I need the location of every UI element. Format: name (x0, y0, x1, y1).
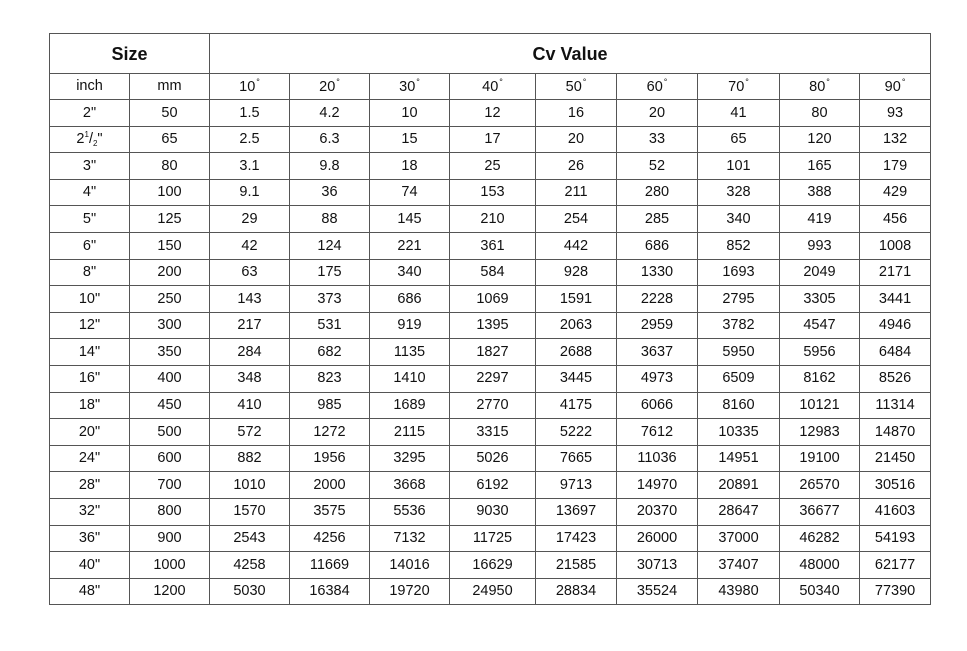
angle-value: 20 (319, 79, 336, 96)
cv-value-cell: 686 (370, 286, 450, 313)
angle-header-40 (450, 74, 536, 100)
cv-value-cell: 12 (450, 100, 536, 127)
inch-value: 14" (78, 343, 101, 360)
cv-value-cell: 3668 (370, 472, 450, 499)
mm-cell: 125 (130, 206, 210, 233)
inch-value: 36" (78, 530, 101, 547)
cv-value-cell: 74 (370, 179, 450, 206)
cv-value-cell: 3295 (370, 445, 450, 472)
cv-value-cell: 9.1 (210, 179, 290, 206)
cv-value-cell: 19720 (370, 578, 450, 605)
cv-value-cell: 410 (210, 392, 290, 419)
angle-value: 80 (809, 79, 826, 96)
cv-value-cell: 5026 (450, 445, 536, 472)
cv-value-cell: 3315 (450, 419, 536, 446)
cv-value-cell: 2063 (536, 312, 617, 339)
cv-value-cell: 18 (370, 153, 450, 180)
cv-value-cell: 7612 (617, 419, 698, 446)
angle-header-20 (290, 74, 370, 100)
degree-symbol: ° (826, 77, 830, 88)
cv-value-cell: 4946 (860, 312, 931, 339)
cv-value-cell: 373 (290, 286, 370, 313)
inch-cell (50, 419, 130, 446)
mm-cell: 600 (130, 445, 210, 472)
mm-cell: 300 (130, 312, 210, 339)
cv-value-cell: 14870 (860, 419, 931, 446)
mm-cell: 400 (130, 365, 210, 392)
inch-cell (50, 578, 130, 605)
angle-value: 70 (728, 79, 745, 96)
cv-value-cell: 1010 (210, 472, 290, 499)
cv-value-cell: 9030 (450, 498, 536, 525)
cv-value-cell: 165 (780, 153, 860, 180)
cv-value-cell: 5222 (536, 419, 617, 446)
cv-value-cell: 20 (617, 100, 698, 127)
inch-value: 24" (78, 450, 101, 467)
cv-value-cell: 210 (450, 206, 536, 233)
degree-symbol: ° (416, 77, 420, 88)
cv-value-cell: 42 (210, 232, 290, 259)
cv-value-cell: 4973 (617, 365, 698, 392)
cv-value-cell: 280 (617, 179, 698, 206)
cv-value-cell: 1689 (370, 392, 450, 419)
inch-value: 18" (78, 397, 101, 414)
inch-value: 6" (82, 237, 97, 254)
cv-value-cell: 2000 (290, 472, 370, 499)
cv-value-cell: 10 (370, 100, 450, 127)
cv-value-cell: 4256 (290, 525, 370, 552)
cv-value-cell: 2795 (698, 286, 780, 313)
cv-value-cell: 340 (370, 259, 450, 286)
cv-value-cell: 1827 (450, 339, 536, 366)
mm-cell: 250 (130, 286, 210, 313)
cv-value-cell: 1008 (860, 232, 931, 259)
cv-value-cell: 11314 (860, 392, 931, 419)
cv-value-cell: 348 (210, 365, 290, 392)
table-row (50, 100, 931, 127)
inch-value: 10" (78, 290, 101, 307)
cv-value-cell: 254 (536, 206, 617, 233)
cv-value-cell: 16629 (450, 552, 536, 579)
cv-value-cell: 3305 (780, 286, 860, 313)
cv-value-cell: 2.5 (210, 126, 290, 153)
cv-value-cell: 62177 (860, 552, 931, 579)
angle-header-80 (780, 74, 860, 100)
cv-value-cell: 919 (370, 312, 450, 339)
cv-value-cell: 17423 (536, 525, 617, 552)
cv-value-cell: 1693 (698, 259, 780, 286)
cv-value-cell: 50340 (780, 578, 860, 605)
table-row (50, 525, 931, 552)
cv-value-cell: 153 (450, 179, 536, 206)
cv-value-table (49, 33, 931, 605)
cv-value-cell: 572 (210, 419, 290, 446)
cv-value-cell: 37407 (698, 552, 780, 579)
table-body (50, 100, 931, 605)
mm-cell: 65 (130, 126, 210, 153)
inch-header: inch (50, 74, 130, 100)
cv-value-cell: 77390 (860, 578, 931, 605)
cv-value-cell: 10121 (780, 392, 860, 419)
cv-value-cell: 28647 (698, 498, 780, 525)
cv-value-cell: 93 (860, 100, 931, 127)
cv-value-cell: 1956 (290, 445, 370, 472)
mm-cell: 500 (130, 419, 210, 446)
cv-value-cell: 20 (536, 126, 617, 153)
cv-value-cell: 12983 (780, 419, 860, 446)
fraction-denominator: 2 (92, 138, 98, 148)
cv-value-cell: 2770 (450, 392, 536, 419)
cv-value-cell: 442 (536, 232, 617, 259)
inch-value: 3" (82, 157, 97, 174)
angle-value: 50 (565, 79, 582, 96)
cv-value-cell: 48000 (780, 552, 860, 579)
angle-value: 40 (482, 79, 499, 96)
cv-value-cell: 20891 (698, 472, 780, 499)
cv-value-cell: 2688 (536, 339, 617, 366)
cv-value-cell: 5950 (698, 339, 780, 366)
inch-cell (50, 232, 130, 259)
angle-header-10 (210, 74, 290, 100)
inch-value: 8" (82, 264, 97, 281)
cv-value-cell: 584 (450, 259, 536, 286)
cv-value-cell: 1410 (370, 365, 450, 392)
mm-cell: 900 (130, 525, 210, 552)
inch-cell (50, 126, 130, 153)
cv-value-cell: 24950 (450, 578, 536, 605)
cv-value-cell: 14970 (617, 472, 698, 499)
cv-value-cell: 6509 (698, 365, 780, 392)
cv-value-cell: 6066 (617, 392, 698, 419)
table-row (50, 552, 931, 579)
cv-value-cell: 686 (617, 232, 698, 259)
cv-value-cell: 3782 (698, 312, 780, 339)
table-row (50, 206, 931, 233)
inch-cell (50, 286, 130, 313)
cv-value-cell: 5536 (370, 498, 450, 525)
cv-value-cell: 285 (617, 206, 698, 233)
table-row (50, 179, 931, 206)
mm-header: mm (130, 74, 210, 100)
cv-value-cell: 14951 (698, 445, 780, 472)
cv-value-cell: 10335 (698, 419, 780, 446)
inch-cell (50, 339, 130, 366)
angle-header-60 (617, 74, 698, 100)
table-row (50, 286, 931, 313)
cv-value-cell: 145 (370, 206, 450, 233)
inch-value: 20" (78, 423, 101, 440)
cv-value-cell: 7132 (370, 525, 450, 552)
mm-cell: 800 (130, 498, 210, 525)
cv-value-cell: 823 (290, 365, 370, 392)
cv-value-cell: 1591 (536, 286, 617, 313)
table-row (50, 498, 931, 525)
table-row (50, 126, 931, 153)
cv-value-cell: 284 (210, 339, 290, 366)
angle-header-50 (536, 74, 617, 100)
cv-value-cell: 4.2 (290, 100, 370, 127)
cv-value-cell: 179 (860, 153, 931, 180)
cv-value-cell: 11725 (450, 525, 536, 552)
cv-value-cell: 361 (450, 232, 536, 259)
cv-value-cell: 4258 (210, 552, 290, 579)
cv-value-cell: 5956 (780, 339, 860, 366)
cv-value-cell: 14016 (370, 552, 450, 579)
cv-value-cell: 1135 (370, 339, 450, 366)
mm-cell: 350 (130, 339, 210, 366)
cv-value-cell: 41603 (860, 498, 931, 525)
cv-value-cell: 9.8 (290, 153, 370, 180)
header-row-units (50, 74, 931, 100)
cv-value-cell: 985 (290, 392, 370, 419)
cv-value-cell: 3.1 (210, 153, 290, 180)
cv-value-cell: 37000 (698, 525, 780, 552)
cv-value-cell: 928 (536, 259, 617, 286)
table-row (50, 232, 931, 259)
mm-cell: 50 (130, 100, 210, 127)
mm-cell: 450 (130, 392, 210, 419)
cv-value-cell: 6192 (450, 472, 536, 499)
cv-value-cell: 124 (290, 232, 370, 259)
cv-value-cell: 419 (780, 206, 860, 233)
table-row (50, 472, 931, 499)
cv-value-cell: 6.3 (290, 126, 370, 153)
cv-value-cell: 1395 (450, 312, 536, 339)
cv-value-cell: 211 (536, 179, 617, 206)
cv-value-cell: 26 (536, 153, 617, 180)
table-row (50, 365, 931, 392)
cv-value-cell: 1570 (210, 498, 290, 525)
cv-value-cell: 9713 (536, 472, 617, 499)
cv-value-cell: 2543 (210, 525, 290, 552)
cv-value-cell: 29 (210, 206, 290, 233)
inch-cell (50, 179, 130, 206)
cv-value-cell: 21450 (860, 445, 931, 472)
size-header: Size (50, 34, 210, 74)
angle-value: 30 (399, 79, 416, 96)
table-row (50, 339, 931, 366)
cv-value-cell: 852 (698, 232, 780, 259)
cv-value-cell: 1330 (617, 259, 698, 286)
inch-value: 32" (78, 503, 101, 520)
cv-value-cell: 143 (210, 286, 290, 313)
cv-value-cell: 6484 (860, 339, 931, 366)
cv-value-cell: 25 (450, 153, 536, 180)
angle-value: 90 (884, 79, 901, 96)
inch-cell (50, 525, 130, 552)
cv-value-cell: 41 (698, 100, 780, 127)
inch-cell (50, 259, 130, 286)
cv-value-cell: 30713 (617, 552, 698, 579)
inch-value: 5" (82, 210, 97, 227)
cv-value-cell: 340 (698, 206, 780, 233)
cv-value-cell: 8160 (698, 392, 780, 419)
cv-value-cell: 388 (780, 179, 860, 206)
cv-value-cell: 54193 (860, 525, 931, 552)
cv-value-cell: 8526 (860, 365, 931, 392)
inch-value: 16" (78, 370, 101, 387)
inch-cell (50, 365, 130, 392)
mm-cell: 150 (130, 232, 210, 259)
inch-cell (50, 552, 130, 579)
cv-value-cell: 3445 (536, 365, 617, 392)
cv-value-cell: 5030 (210, 578, 290, 605)
degree-symbol: ° (663, 77, 668, 88)
header-row-main (50, 34, 931, 74)
cv-value-cell: 26000 (617, 525, 698, 552)
cv-value-cell: 35524 (617, 578, 698, 605)
cv-value-cell: 682 (290, 339, 370, 366)
degree-symbol: ° (582, 77, 587, 88)
cv-value-cell: 175 (290, 259, 370, 286)
angle-header-90 (860, 74, 931, 100)
cv-value-cell: 2959 (617, 312, 698, 339)
table-row (50, 578, 931, 605)
cv-value-cell: 429 (860, 179, 931, 206)
cv-value-cell: 28834 (536, 578, 617, 605)
cv-value-cell: 120 (780, 126, 860, 153)
cv-value-cell: 88 (290, 206, 370, 233)
inch-value: 28" (78, 476, 101, 493)
cv-value-cell: 36677 (780, 498, 860, 525)
cv-value-cell: 993 (780, 232, 860, 259)
mm-cell: 80 (130, 153, 210, 180)
cv-value-cell: 882 (210, 445, 290, 472)
cv-value-cell: 30516 (860, 472, 931, 499)
cv-value-cell: 21585 (536, 552, 617, 579)
cv-value-cell: 101 (698, 153, 780, 180)
cv-value-cell: 456 (860, 206, 931, 233)
degree-symbol: ° (256, 77, 260, 88)
degree-symbol: ° (499, 77, 503, 88)
cv-value-cell: 3441 (860, 286, 931, 313)
cv-value-header: Cv Value (210, 34, 931, 74)
angle-value: 60 (646, 79, 663, 96)
cv-value-cell: 13697 (536, 498, 617, 525)
cv-value-cell: 328 (698, 179, 780, 206)
table-row (50, 312, 931, 339)
cv-value-cell: 2171 (860, 259, 931, 286)
inch-mark: " (97, 130, 103, 147)
cv-value-cell: 132 (860, 126, 931, 153)
cv-value-cell: 33 (617, 126, 698, 153)
cv-value-cell: 19100 (780, 445, 860, 472)
cv-value-cell: 15 (370, 126, 450, 153)
fraction-slash: / (88, 130, 93, 147)
angle-header-70 (698, 74, 780, 100)
cv-value-cell: 11669 (290, 552, 370, 579)
cv-value-cell: 36 (290, 179, 370, 206)
inch-value: 4" (82, 184, 97, 201)
inch-cell (50, 392, 130, 419)
fraction-numerator: 1 (84, 129, 89, 139)
mm-cell: 200 (130, 259, 210, 286)
table-row (50, 419, 931, 446)
table-row (50, 153, 931, 180)
cv-value-cell: 4175 (536, 392, 617, 419)
mm-cell: 100 (130, 179, 210, 206)
cv-value-cell: 46282 (780, 525, 860, 552)
cv-value-cell: 1.5 (210, 100, 290, 127)
table-row (50, 392, 931, 419)
cv-value-cell: 217 (210, 312, 290, 339)
angle-value: 10 (239, 79, 256, 96)
inch-value: 48" (78, 583, 101, 600)
mm-cell: 1200 (130, 578, 210, 605)
cv-value-cell: 2115 (370, 419, 450, 446)
mm-cell: 1000 (130, 552, 210, 579)
cv-value-cell: 7665 (536, 445, 617, 472)
inch-cell (50, 153, 130, 180)
cv-value-cell: 1272 (290, 419, 370, 446)
cv-value-cell: 65 (698, 126, 780, 153)
cv-value-cell: 43980 (698, 578, 780, 605)
cv-value-cell: 3637 (617, 339, 698, 366)
cv-value-cell: 52 (617, 153, 698, 180)
degree-symbol: ° (901, 77, 906, 88)
cv-value-cell: 80 (780, 100, 860, 127)
degree-symbol: ° (745, 77, 749, 88)
cv-value-cell: 17 (450, 126, 536, 153)
mm-cell: 700 (130, 472, 210, 499)
cv-value-cell: 2228 (617, 286, 698, 313)
cv-value-cell: 221 (370, 232, 450, 259)
cv-value-cell: 63 (210, 259, 290, 286)
inch-cell (50, 100, 130, 127)
cv-value-cell: 4547 (780, 312, 860, 339)
degree-symbol: ° (336, 77, 340, 88)
inch-value: 2 (76, 130, 85, 147)
inch-value: 12" (78, 317, 101, 334)
inch-cell (50, 312, 130, 339)
cv-value-cell: 26570 (780, 472, 860, 499)
angle-header-30 (370, 74, 450, 100)
cv-value-cell: 1069 (450, 286, 536, 313)
inch-cell (50, 206, 130, 233)
cv-value-cell: 2049 (780, 259, 860, 286)
inch-value: 40" (78, 556, 101, 573)
cv-value-cell: 2297 (450, 365, 536, 392)
inch-cell (50, 498, 130, 525)
cv-value-cell: 531 (290, 312, 370, 339)
cv-value-cell: 11036 (617, 445, 698, 472)
inch-value: 2" (82, 104, 97, 121)
cv-value-cell: 16384 (290, 578, 370, 605)
inch-cell (50, 472, 130, 499)
cv-value-cell: 8162 (780, 365, 860, 392)
cv-value-cell: 20370 (617, 498, 698, 525)
table-row (50, 259, 931, 286)
cv-value-cell: 3575 (290, 498, 370, 525)
inch-cell (50, 445, 130, 472)
cv-value-cell: 16 (536, 100, 617, 127)
table-row (50, 445, 931, 472)
